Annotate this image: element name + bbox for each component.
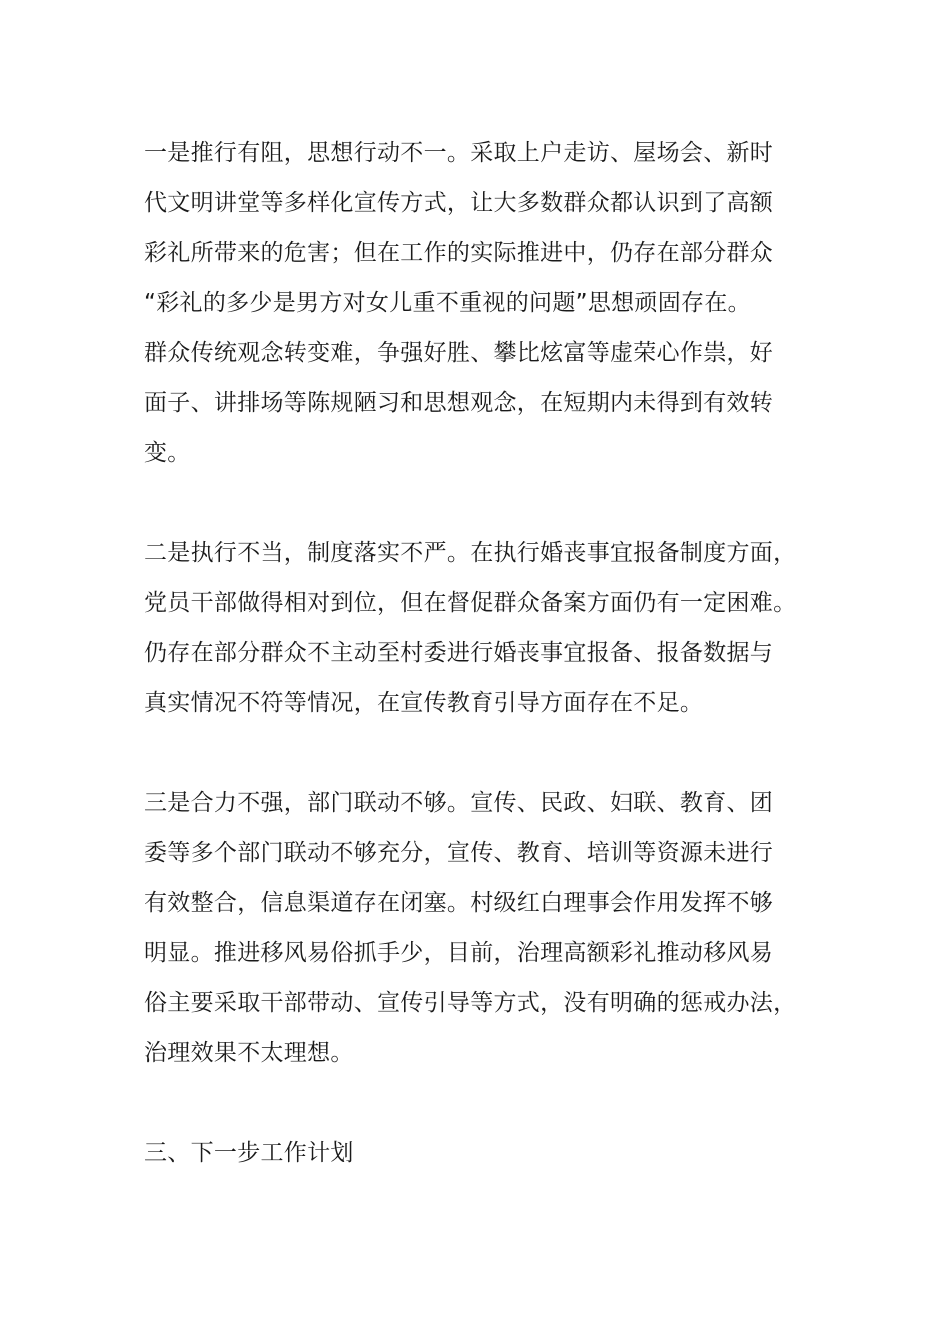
paragraph-line: 二是执行不当，制度落实不严。在执行婚丧事宜报备制度方面，: [144, 540, 797, 566]
paragraph-line: 仍存在部分群众不主动至村委进行婚丧事宜报备、报备数据与: [144, 640, 774, 666]
paragraph-line: 三是合力不强，部门联动不够。宣传、民政、妇联、教育、团: [144, 790, 774, 816]
document-body: [144, 128, 812, 1178]
paragraph-2: [144, 528, 812, 728]
paragraph-line: 有效整合，信息渠道存在闭塞。村级红白理事会作用发挥不够: [144, 890, 774, 916]
paragraph-line: 彩礼所带来的危害；但在工作的实际推进中，仍存在部分群众: [144, 240, 774, 266]
paragraph-line: 真实情况不符等情况，在宣传教育引导方面存在不足。: [144, 690, 704, 716]
paragraph-line: 一是推行有阻，思想行动不一。采取上户走访、屋场会、新时: [144, 140, 774, 166]
paragraph-line: 委等多个部门联动不够充分，宣传、教育、培训等资源未进行: [144, 840, 774, 866]
paragraph-line: 变。: [144, 440, 191, 466]
paragraph-line: 俗主要采取干部带动、宣传引导等方式，没有明确的惩戒办法，: [144, 990, 797, 1016]
paragraph-1: [144, 128, 812, 478]
paragraph-line: “彩礼的多少是男方对女儿重不重视的问题”思想顽固存在。: [144, 290, 751, 316]
paragraph-line: 群众传统观念转变难，争强好胜、攀比炫富等虚荣心作祟，好: [144, 340, 774, 366]
paragraph-line: 明显。推进移风易俗抓手少，目前，治理高额彩礼推动移风易: [144, 940, 774, 966]
paragraph-3: [144, 778, 812, 1078]
paragraph-spacer: [144, 478, 812, 528]
paragraph-line: 治理效果不太理想。: [144, 1040, 354, 1066]
paragraph-line: 党员干部做得相对到位，但在督促群众备案方面仍有一定困难。: [144, 590, 797, 616]
paragraph-spacer: [144, 1078, 812, 1128]
paragraph-line: 代文明讲堂等多样化宣传方式，让大多数群众都认识到了高额: [144, 190, 774, 216]
section-heading: 三、下一步工作计划: [144, 1140, 354, 1166]
paragraph-spacer: [144, 728, 812, 778]
paragraph-line: 面子、讲排场等陈规陋习和思想观念，在短期内未得到有效转: [144, 390, 774, 416]
